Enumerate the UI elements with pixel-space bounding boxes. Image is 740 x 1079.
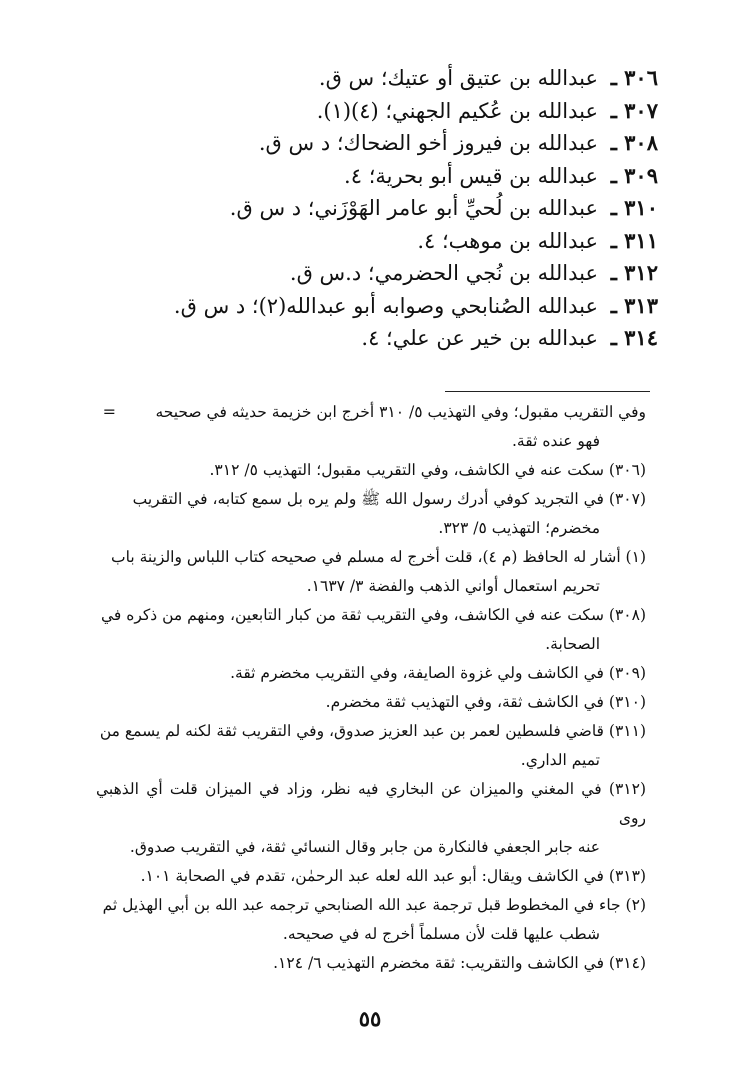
entry-306 [98,62,658,95]
entry-text: عبدالله الصُنابحي وصوابه أبو عبدالله(٢)؛ د س ق. [173,293,598,318]
footnote [96,949,646,978]
entry-list [98,62,658,355]
footnote [96,601,646,659]
entry-number: ٣٠٩ ـ [610,162,658,188]
footnote-text: (٢) جاء في المخطوط قبل ترجمة عبد الله الصنابحي ترجمه عبد الله بن أبي الهذيل ثم [102,896,646,914]
entry-text: عبدالله بن عُكيم الجهني؛ (٤)(١). [316,98,598,123]
footnote-text: (٣١١) قاضي فلسطين لعمر بن عبد العزيز صدوق، وفي التقريب ثقة لكنه لم يسمع من [99,722,646,740]
page-number: ٥٥ [358,1006,382,1031]
footnote [96,862,646,891]
entry-text: عبدالله بن عتيق أو عتيك؛ س ق. [318,66,598,90]
footnote-text: (٣٠٧) في التجريد كوفي أدرك رسول الله ﷺ ولم يره بل سمع كتابه، في التقريب [132,490,646,508]
footnote-text: (٣٠٩) في الكاشف ولي غزوة الصايفة، وفي التقريب مخضرم ثقة. [230,664,646,682]
entry-number: ٣١٢ ـ [610,260,658,285]
entry-number: ٣٠٦ ـ [610,65,658,90]
footnote [96,456,646,485]
entry-text: عبدالله بن لُحيِّ أبو عامر الهَوْزَني؛ د س ق. [229,196,598,220]
entry-text: عبدالله بن قيس أبو بحرية؛ ٤. [344,163,598,188]
entry-314 [98,322,658,355]
entry-309 [98,160,658,193]
entry-text: عبدالله بن نُجي الحضرمي؛ د.س ق. [289,261,598,285]
continuation-mark: = [102,402,116,421]
footnote-text: (٣٠٦) سكت عنه في الكاشف، وفي التقريب مقبول؛ التهذيب ٥/ ٣١٢. [209,461,646,479]
entry-number: ٣١٤ ـ [610,325,658,350]
footnote-text: (٣١٣) في الكاشف ويقال: أبو عبد الله لعله عبد الرحمٰن، تقدم في الصحابة ١٠١. [140,867,646,885]
entry-310 [98,192,658,225]
footnote [96,891,646,949]
footnote [96,775,646,862]
entry-number: ٣٠٨ ـ [610,130,658,155]
entry-text: عبدالله بن موهب؛ ٤. [417,228,598,253]
footnote [96,688,646,717]
footnote [96,485,646,543]
footnote-continuation: الصحابة. [545,635,600,653]
footnote-continuation: تميم الداري. [520,751,600,769]
entry-text: عبدالله بن فيروز أخو الضحاك؛ د س ق. [258,131,598,155]
footnote-continuation: عنه جابر الجعفي فالنكارة من جابر وقال النسائي ثقة، في التقريب صدوق. [129,838,600,856]
entry-number: ٣١٣ ـ [610,292,658,318]
entry-number: ٣١٠ ـ [610,195,658,220]
footnote-continuation: شطب عليها قلت لأن مسلماً أخرج له في صحيحه. [282,925,600,943]
entry-number: ٣٠٧ ـ [610,97,658,123]
entry-text: عبدالله بن خير عن علي؛ ٤. [361,326,598,350]
footnote [96,717,646,775]
footnote-continuation: فهو عنده ثقة. [512,432,600,450]
footnote-continuation: تحريم استعمال أواني الذهب والفضة ٣/ ١٦٣٧. [306,577,600,595]
footnote-list [96,398,646,978]
footnote-text: (١) أشار له الحافظ (م ٤)، قلت أخرج له مسلم في صحيحه كتاب اللباس والزينة باب [111,548,646,566]
footnote-text: (٣١٠) في الكاشف ثقة، وفي التهذيب ثقة مخضرم. [325,693,646,711]
footnote-text: (٣٠٨) سكت عنه في الكاشف، وفي التقريب ثقة من كبار التابعين، ومنهم من ذكره في [100,606,646,624]
footnote [96,543,646,601]
entry-307 [98,95,658,128]
footnote-separator [445,391,650,392]
entry-313 [98,290,658,323]
footnote-text: (٣١٢) في المغني والميزان عن البخاري فيه نظر، وزاد في الميزان قلت أي الذهبي روى [96,780,646,827]
footnote-text: وفي التقريب مقبول؛ وفي التهذيب ٥/ ٣١٠ أخرج ابن خزيمة حديثه في صحيحه [155,403,646,421]
footnote-text: (٣١٤) في الكاشف والتقريب: ثقة مخضرم التهذيب ٦/ ١٢٤. [273,954,646,972]
footnote [96,398,646,456]
entry-number: ٣١١ ـ [610,227,658,253]
footnote-continuation: مخضرم؛ التهذيب ٥/ ٣٢٣. [438,519,600,537]
entry-312 [98,257,658,290]
footnote [96,659,646,688]
entry-311 [98,225,658,258]
entry-308 [98,127,658,160]
